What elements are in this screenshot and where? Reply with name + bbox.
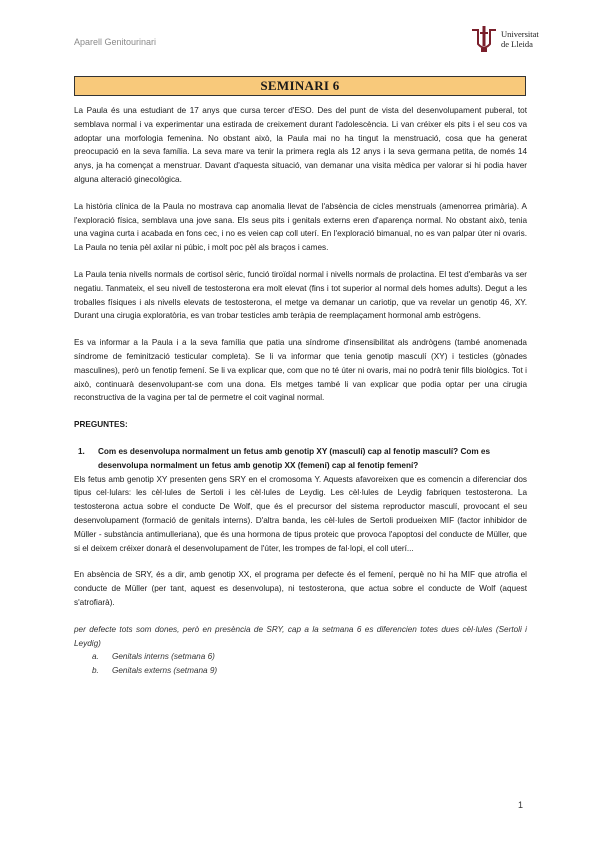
question-1 <box>74 445 527 473</box>
note-text: per defecte tots som dones, però en presència de SRY, cap a la setmana 6 es diferencien totes dues cèl·lules (Sertoli i Leydig) <box>74 624 527 648</box>
sub-item-label: b. <box>92 666 99 676</box>
answer-paragraph: En absència de SRY, és a dir, amb genotip XX, el programa per defecte és el femení, perquè no hi ha MIF que atrofia el conducte de Müller (per tant, aquest es desenvolupa), ni testosterona, que actua sobre el conducte de Wolf (aquest s'atrofiarà). <box>74 570 527 607</box>
university-crest-icon <box>470 24 498 54</box>
running-header: Aparell Genitourinari <box>74 37 157 47</box>
logo-line-1: Universitat <box>501 29 539 39</box>
case-paragraph: La Paula és una estudiant de 17 anys que cursa tercer d'ESO. Des del punt de vista del desenvolupament puberal, tot semblava normal i va experimentar una estirada de creixement durant l'adolescència. Li van créixer els pits i el seu cos va adoptar una morfologia femenina. No obstant això, la Paula mai no ha tingut la menstruació, cosa que ha generat preocupació en la seva família. La seva mare va tenir la primera regla als 12 anys i la seva germana petita, de només 14 anys, ja ha començat a menstruar. Davant d'aquesta situació, van demanar una visita mèdica per valorar si hi podia haver alguna alteració ginecològica. <box>74 106 527 184</box>
page-number: 1 <box>518 800 524 810</box>
case-paragraph: La Paula tenia nivells normals de cortisol sèric, funció tiroïdal normal i nivells normals de prolactina. El test d'embaràs va ser negatiu. Tanmateix, el seu nivell de testosterona era molt elevat (fins i tot superior al normal dels homes adults). Degut a les troballes físiques i als nivells elevats de testosterona, el metge va demanar un cariotip, que va revelar un genotip 46, XY. Durant una cirugia exploratòria, es van trobar testicles amb teràpia de reemplaçament hormonal amb estrògens. <box>74 269 527 321</box>
case-paragraph: Es va informar a la Paula i a la seva família que patia una síndrome d'insensibilitat als andrògens (també anomenada síndrome de feminització testicular completa). Se li va informar que tenia genotip masculí (XY) i testicles (gònades masculines), però un fenotip femení. Se li va explicar que, com que no té úter ni ovaris, mai no podrà tenir fills biològics. Tot i això, continuarà desenvolupant-se com una dona. Els metges també li van explicar que podia optar per una cirugia reconstructiva de la vagina per tal de permetre el coit vaginal normal. <box>74 338 527 403</box>
logo-line-2: de Lleida <box>501 39 533 49</box>
question-number: 1. <box>78 446 85 456</box>
sub-item-text: Genitals interns (setmana 6) <box>112 652 215 662</box>
questions-heading: PREGUNTES: <box>74 420 128 430</box>
question-text: Com es desenvolupa normalment un fetus amb genotip XY (masculí) cap al fenotip masculí? Com es desenvolupa normalment un fetus amb genotip XX (femení) cap al fenotip femení? <box>98 446 491 470</box>
seminar-title: SEMINARI 6 <box>74 76 526 96</box>
sub-item <box>74 664 527 678</box>
university-logo <box>470 22 570 56</box>
sub-item-text: Genitals externs (setmana 9) <box>112 666 218 676</box>
sub-item <box>74 650 527 664</box>
answer-paragraph: Els fetus amb genotip XY presenten gens SRY en el cromosoma Y. Aquests afavoreixen que es comencin a diferenciar dos tipus cel·lulars: les cèl·lules de Sertoli i les cèl·lules de Leydig. Les cèl·lules de Leydig fabriquen testosterona. La testosterona actua sobre el conducte De Wolf, que és el precursor del sistema reproductor masculí, provocant el seu desenvolupament (formació de genitals interns). D'altra banda, les cèl·lules de Sertoli produeixen MIF (factor inhibidor de Müller - substància antimulleriana), que és una hormona de tipus proteic que provoca l'apoptosi del conducte de Müller, que si el deixem créixer donarà el desenvolupament de l'úter, les trompes de fal·lopi, el coll uterí... <box>74 474 527 553</box>
case-paragraph: La història clínica de la Paula no mostrava cap anomalia llevat de l'absència de cicles menstruals (amenorrea primària). A l'exploració física, semblava una jove sana. Els seus pits i genitals externs eren d'aparença normal. No obstant això, tenia una vagina curta i acabada en fons cec, i no es veien cap coll uterí. En l'exploració bimanual, no es van palpar úter ni ovaris. La Paula no tenia pèl axilar ni púbic, i molt poc pèl als braços i cames. <box>74 201 527 253</box>
document-body <box>74 104 527 678</box>
sub-item-label: a. <box>92 652 99 662</box>
